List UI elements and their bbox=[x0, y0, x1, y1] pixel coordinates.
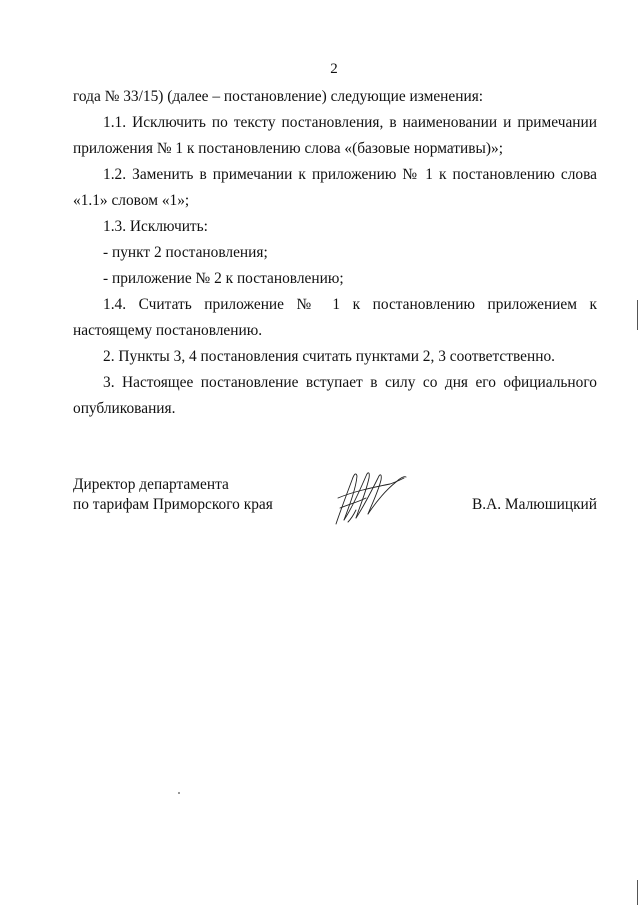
paragraph: 3. Настоящее постановление вступает в силу со дня его официального опубликования. bbox=[73, 374, 597, 417]
paragraph-1-3 bbox=[73, 214, 597, 240]
paragraph-1-4 bbox=[73, 292, 597, 344]
paragraph-2 bbox=[73, 344, 597, 370]
signatory-position bbox=[73, 475, 273, 515]
list-item: - приложение № 2 к постановлению; bbox=[103, 270, 344, 287]
paragraph: 1.2. Заменить в примечании к приложению № 1 к постановлению слова «1.1» словом «1»; bbox=[73, 166, 597, 209]
page-number: 2 bbox=[330, 61, 338, 77]
signatory-position-line2: по тарифам Приморского края bbox=[73, 496, 273, 513]
list-item-1 bbox=[73, 240, 597, 266]
paragraph: 2. Пункты 3, 4 постановления считать пунктами 2, 3 соответственно. bbox=[103, 348, 555, 365]
signatory-name: В.А. Малюшицкий bbox=[472, 496, 598, 513]
paragraph: 1.3. Исключить: bbox=[103, 218, 208, 235]
signatory-position-line1: Директор департамента bbox=[73, 476, 229, 493]
paragraph: 1.1. Исключить по тексту постановления, в наименовании и примечании приложения № 1 к постановлению слова «(базовые нормативы)»; bbox=[73, 114, 597, 157]
scan-edge-mark bbox=[637, 880, 638, 905]
paragraph-1-1 bbox=[73, 110, 597, 162]
paragraph: 1.4. Считать приложение № 1 к постановлению приложением к настоящему постановлению. bbox=[73, 296, 597, 339]
scan-speck bbox=[178, 792, 180, 794]
handwritten-signature bbox=[330, 468, 410, 528]
scan-edge-mark bbox=[637, 300, 638, 330]
paragraph-continuation bbox=[73, 84, 597, 110]
paragraph: года № 33/15) (далее – постановление) следующие изменения: bbox=[73, 88, 484, 105]
list-item: - пункт 2 постановления; bbox=[103, 244, 268, 261]
paragraph-1-2 bbox=[73, 162, 597, 214]
list-item-2 bbox=[73, 266, 597, 292]
paragraph-3 bbox=[73, 370, 597, 422]
